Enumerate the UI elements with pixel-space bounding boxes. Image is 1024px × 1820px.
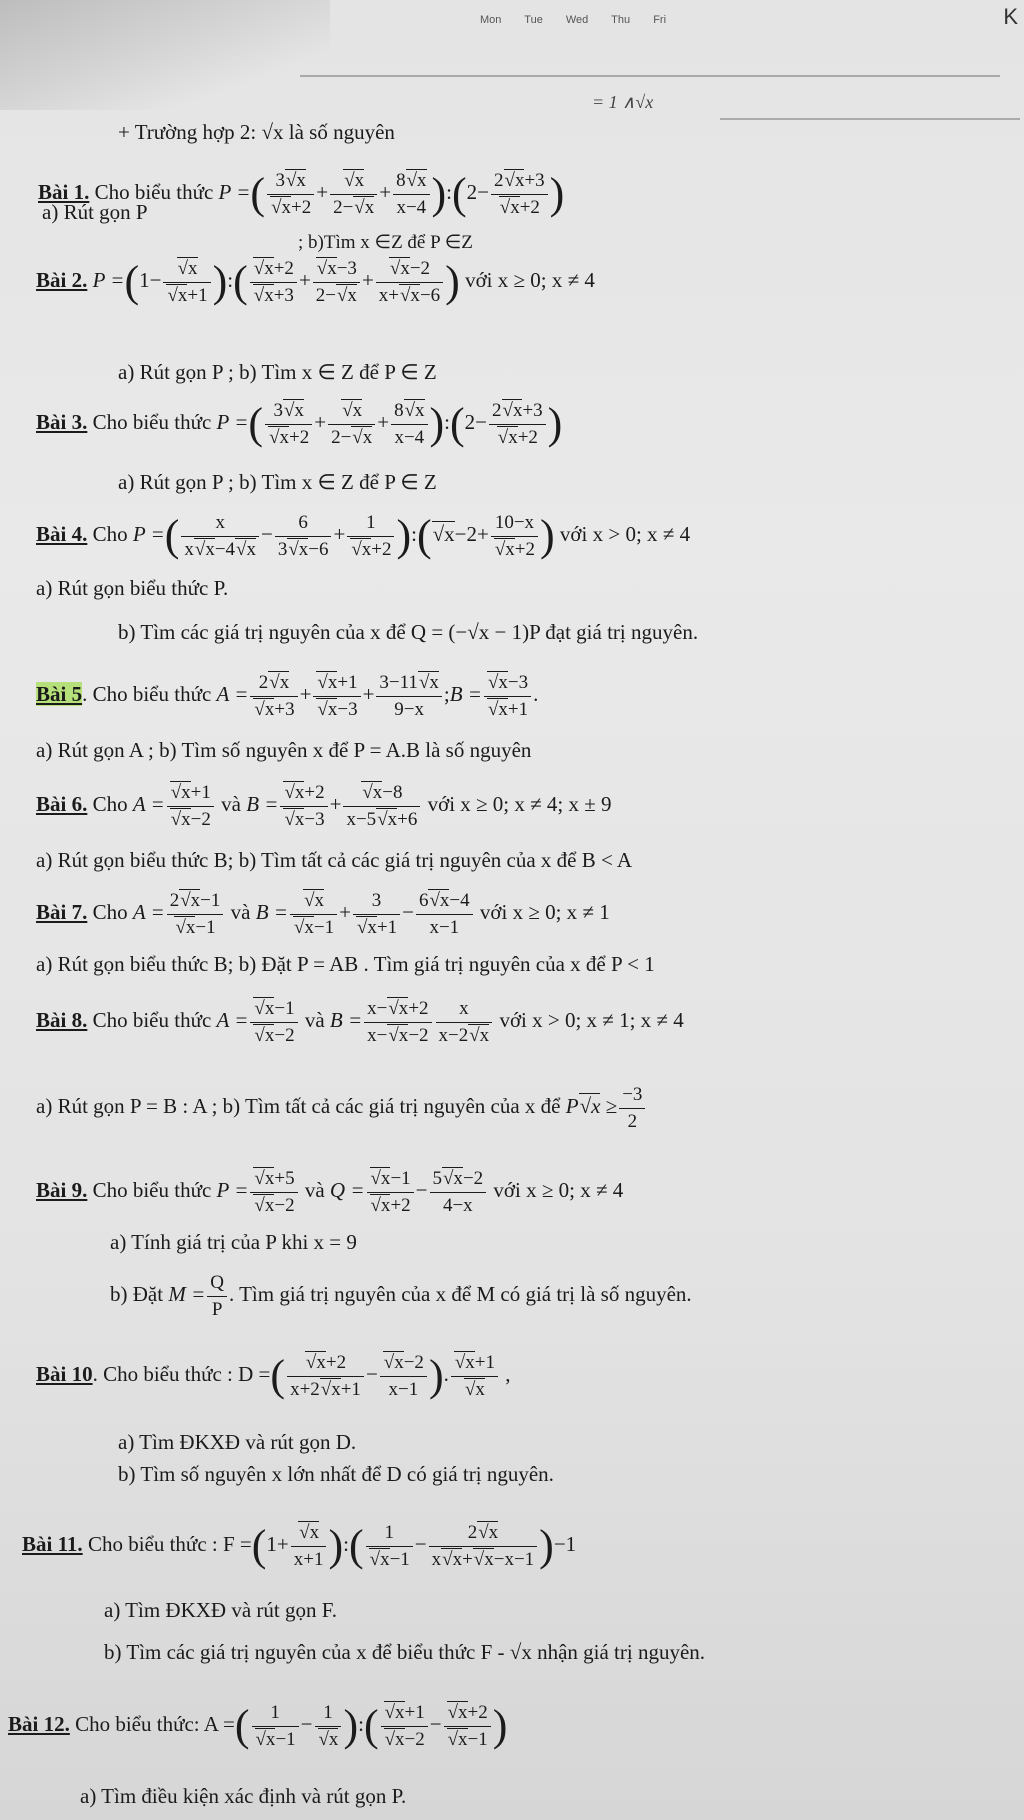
problem-8-parts: a) Rút gọn P = B : A ; b) Tìm tất cả các giá trị nguyên của x để P√x ≥ $\frac{-3}{2}$: [36, 1082, 1024, 1134]
problem-3-label: Bài 3.: [36, 409, 88, 434]
problem-11-label: Bài 11.: [22, 1531, 83, 1556]
problem-7-parts: a) Rút gọn biểu thức B; b) Đặt P = AB . Tìm giá trị nguyên của x để P < 1: [36, 952, 655, 976]
expr-p: P =: [218, 179, 251, 204]
problem-6: Bài 6. Cho A = $\frac{√x+1}{√x-2}$ và B = $\frac{√x+2}{√x-3}$ + $\frac{√x-8}{x-5√x+6}$ với x ≥ 0; x ≠ 4; x ± 9: [36, 782, 612, 830]
problem-6-text: Cho: [92, 791, 128, 816]
problem-9-label: Bài 9.: [36, 1177, 88, 1202]
problem-6-parts: a) Rút gọn biểu thức B; b) Tìm tất cả các giá trị nguyên của x để B < A: [36, 848, 633, 872]
problem-6-label: Bài 6.: [36, 791, 88, 816]
problem-5: Bài 5. Cho biểu thức A = $\frac{2√x}{√x+3}$ + $\frac{√x+1}{√x-3}$ + $\frac{3-11√x}{9-x}$ ;B = $\frac{√x-3}{√x+1}$ .: [36, 672, 539, 720]
problem-11-text: Cho biểu thức :: [87, 1531, 218, 1556]
problem-11-part-a: a) Tìm ĐKXĐ và rút gọn F.: [104, 1598, 337, 1622]
problem-4: Bài 4. Cho P =( $\frac{x}{x√x-4√x}$ − $\frac{6}{3√x-6}$ + $\frac{1}{√x+2}$ ):(√x−2+ $\frac{10-x}{√x+2}$ ) với x > 0; x ≠ 4: [36, 511, 691, 561]
problem-10-text: . Cho biểu thức :: [92, 1361, 233, 1386]
problem-8: Bài 8. Cho biểu thức A = $\frac{√x-1}{√x-2}$ và B = $\frac{x-√x+2}{x-√x-2}$ $\frac{x}{x-2√x}$ với x > 0; x ≠ 1; x ≠ 4: [36, 998, 684, 1046]
problem-3-text: Cho biểu thức: [92, 409, 212, 434]
problem-5-text: . Cho biểu thức: [82, 681, 212, 706]
problem-10-label: Bài 10: [36, 1361, 93, 1386]
problem-10-part-b: b) Tìm số nguyên x lớn nhất để D có giá trị nguyên.: [118, 1462, 554, 1486]
problem-9-part-a: a) Tính giá trị của P khi x = 9: [110, 1230, 357, 1254]
case-two-line: + Trường hợp 2: √x là số nguyên: [118, 120, 395, 144]
problem-7-condition: với x ≥ 0; x ≠ 1: [479, 899, 610, 924]
ruled-line: [300, 75, 1000, 77]
problem-1: Bài 1. Cho biểu thức P =( $\frac{3√x}{√x+2}$ + $\frac{√x}{2-√x}$ + $\frac{8√x}{x-4}$ ):(2− $\frac{2√x+3}{√x+2}$ ): [38, 169, 565, 219]
problem-12-text: Cho biểu thức:: [75, 1711, 200, 1736]
problem-10: Bài 10. Cho biểu thức : D =( $\frac{√x+2}{x+2√x+1}$ − $\frac{√x-2}{x-1}$ ). $\frac{√x+1}{√x}$ ,: [36, 1351, 511, 1401]
problem-4-part-b: b) Tìm các giá trị nguyên của x để Q = (−√x − 1)P đạt giá trị nguyên.: [118, 620, 699, 644]
problem-5-parts: a) Rút gọn A ; b) Tìm số nguyên x để P = A.B là số nguyên: [36, 738, 532, 762]
page-shadow: [0, 0, 330, 110]
problem-8-condition: với x > 0; x ≠ 1; x ≠ 4: [499, 1007, 684, 1032]
problem-3-parts: a) Rút gọn P ; b) Tìm x ∈ Z để P ∈ Z: [118, 470, 437, 494]
problem-9: Bài 9. Cho biểu thức P = $\frac{√x+5}{√x-2}$ và Q = $\frac{√x-1}{√x+2}$ − $\frac{5√x-2}{4-x}$ với x ≥ 0; x ≠ 4: [36, 1168, 624, 1216]
problem-11: Bài 11. Cho biểu thức : F =(1+ $\frac{√x}{x+1}$ ):( $\frac{1}{√x-1}$ − $\frac{2√x}{x√x+√x-x-1}$ )−1: [22, 1521, 577, 1571]
problem-1-text: Cho biểu thức: [94, 179, 214, 204]
problem-8-parts-text: a) Rút gọn P = B : A ; b) Tìm tất cả các giá trị nguyên của x để: [36, 1093, 561, 1118]
problem-4-part-a: a) Rút gọn biểu thức P.: [36, 576, 229, 600]
problem-7: Bài 7. Cho A = $\frac{2√x-1}{√x-1}$ và B = $\frac{√x}{√x-1}$ + $\frac{3}{√x+1}$ − $\frac{6√x-4}{x-1}$ với x ≥ 0; x ≠ 1: [36, 890, 610, 938]
problem-4-text: Cho: [92, 521, 128, 546]
handwritten-note: = 1 ∧√x: [592, 92, 654, 112]
problem-2-parts: a) Rút gọn P ; b) Tìm x ∈ Z để P ∈ Z: [118, 360, 437, 384]
problem-12-part-a: a) Tìm điều kiện xác định và rút gọn P.: [80, 1784, 407, 1808]
problem-2: Bài 2. P =(1− $\frac{√x}{√x+1}$ ):( $\frac{√x+2}{√x+3}$ + $\frac{√x-3}{2-√x}$ + $\frac{√x-2}{x+√x-6}$ ) với x ≥ 0; x ≠ 4: [36, 257, 595, 307]
problem-4-label: Bài 4.: [36, 521, 88, 546]
problem-1-part-b: ; b)Tìm x ∈Z để P ∈Z: [298, 232, 473, 253]
weekday-wed: Wed: [565, 14, 589, 26]
problem-1-part-a: a) Rút gọn P: [42, 200, 148, 224]
weekday-strip: [480, 14, 686, 26]
problem-2-condition: với x ≥ 0; x ≠ 4: [465, 267, 595, 292]
problem-12-label: Bài 12.: [8, 1711, 70, 1736]
problem-9-text: Cho biểu thức: [92, 1177, 212, 1202]
problem-12: Bài 12. Cho biểu thức: A =( $\frac{1}{√x-1}$ − $\frac{1}{√x}$ ):( $\frac{√x+1}{√x-2}$ − $\frac{√x+2}{√x-1}$ ): [8, 1701, 508, 1751]
problem-10-part-a: a) Tìm ĐKXĐ và rút gọn D.: [118, 1430, 357, 1454]
problem-8-text: Cho biểu thức: [92, 1007, 212, 1032]
problem-6-condition: với x ≥ 0; x ≠ 4; x ± 9: [427, 791, 612, 816]
problem-11-part-b: b) Tìm các giá trị nguyên của x để biểu thức F - √x nhận giá trị nguyên.: [104, 1640, 706, 1664]
problem-9-part-b: b) Đặt M = $\frac{Q}{P}$ . Tìm giá trị nguyên của x để M có giá trị là số nguyên.: [110, 1272, 692, 1320]
weekday-fri: Fri: [653, 14, 667, 26]
problem-5-label: Bài 5: [36, 681, 83, 706]
problem-2-label: Bài 2.: [36, 267, 88, 292]
problem-3: Bài 3. Cho biểu thức P =( $\frac{3√x}{√x+2}$ + $\frac{√x}{2-√x}$ + $\frac{8√x}{x-4}$ ):(2− $\frac{2√x+3}{√x+2}$ ): [36, 399, 563, 449]
problem-8-label: Bài 8.: [36, 1007, 88, 1032]
corner-letter: K: [1003, 4, 1018, 29]
problem-4-condition: với x > 0; x ≠ 4: [559, 521, 691, 546]
problem-7-label: Bài 7.: [36, 899, 88, 924]
weekday-mon: Mon: [480, 14, 502, 26]
problem-9-condition: với x ≥ 0; x ≠ 4: [493, 1177, 624, 1202]
problem-9-part-b-text: . Tìm giá trị nguyên của x để M có giá trị là số nguyên.: [228, 1281, 692, 1306]
weekday-thu: Thu: [611, 14, 631, 26]
problem-7-text: Cho: [92, 899, 128, 924]
weekday-tue: Tue: [524, 14, 543, 26]
problem-1-label: Bài 1.: [38, 179, 90, 204]
